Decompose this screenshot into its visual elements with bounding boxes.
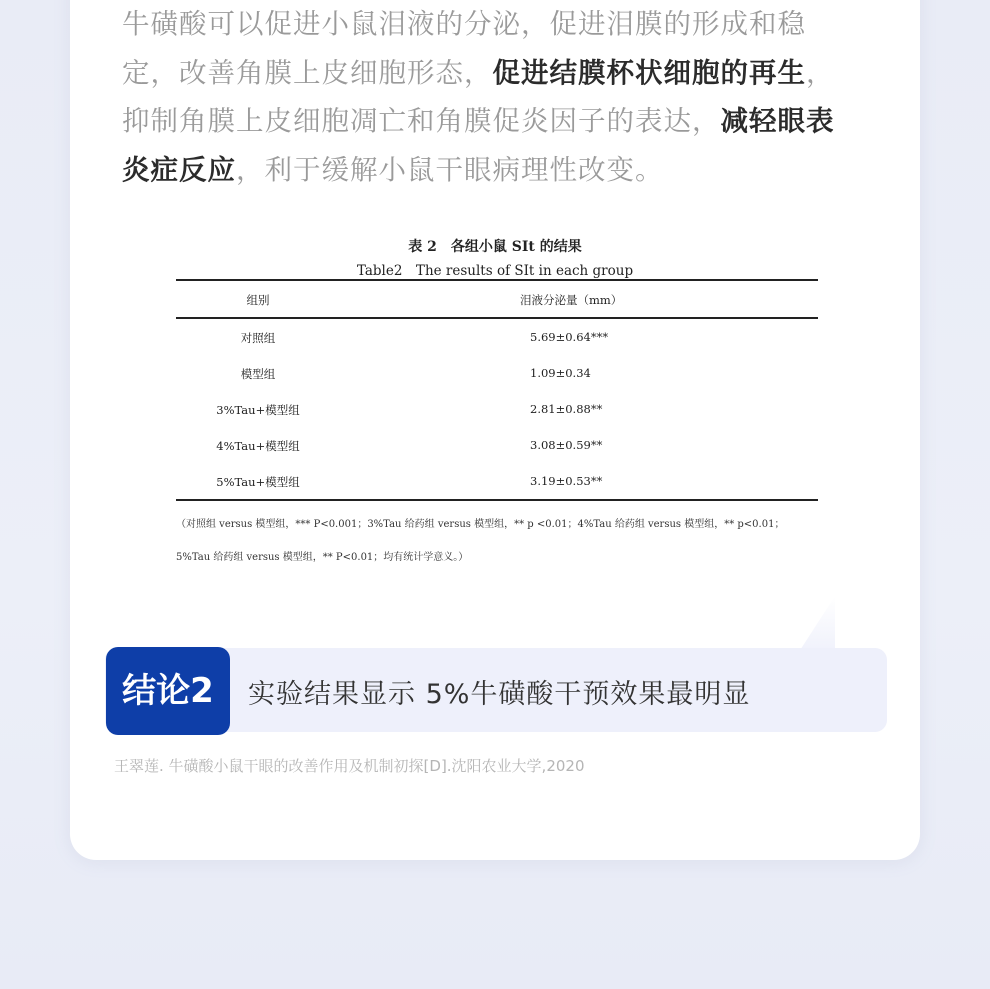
table-top-rule (176, 279, 818, 281)
table-title-en: Table2 The results of SIt in each group (356, 263, 634, 279)
table-header-group: 组别 (246, 293, 270, 307)
table-row-group: 4%Tau+模型组 (216, 439, 300, 453)
table-row-value: 5.69±0.64*** (530, 330, 609, 344)
table-row-group: 对照组 (240, 331, 276, 345)
paragraph-bold-2: 减轻眼表炎症反应 (122, 105, 835, 186)
conclusion-text: 实验结果显示 5%牛磺酸干预效果最明显 (248, 679, 751, 710)
table-bottom-rule (176, 499, 818, 501)
table-row-value: 3.08±0.59** (530, 438, 603, 452)
table-title-cn: 表 2 各组小鼠 SIt 的结果 (408, 239, 582, 255)
body-paragraph (122, 0, 862, 194)
paragraph-text-1: 牛磺酸可以促进小鼠泪液的分泌，促进泪膜的形成和稳定，改善角膜上皮细胞形态， (122, 8, 806, 89)
table-row-value: 1.09±0.34 (530, 366, 591, 380)
table-row-group: 3%Tau+模型组 (216, 403, 300, 417)
conclusion-badge: 结论2 (106, 647, 230, 735)
table-row-value: 3.19±0.53** (530, 474, 603, 488)
table-row-value: 2.81±0.88** (530, 402, 603, 416)
table-note-line-1: （对照组 versus 模型组，*** P<0.001；3%Tau 给药组 versus 模型组，** p <0.01；4%Tau 给药组 versus 模型组，** p<0.01； (176, 519, 785, 530)
paragraph-bold-1: 促进结膜杯状细胞的再生 (492, 56, 806, 89)
reference-citation: 王翠莲. 牛磺酸小鼠干眼的改善作用及机制初探[D].沈阳农业大学,2020 (114, 757, 585, 775)
paragraph-text-2: ，抑制角膜上皮细胞凋亡和角膜促炎因子的表达， (122, 56, 835, 137)
table-note-line-2: 5%Tau 给药组 versus 模型组，** P<0.01；均有统计学意义。） (176, 552, 469, 563)
table-header-rule (176, 317, 818, 319)
table-header-value: 泪液分泌量（mm） (520, 293, 623, 307)
paragraph-text-3: ，利于缓解小鼠干眼病理性改变。 (236, 153, 664, 186)
table-row-group: 模型组 (240, 367, 276, 381)
table-row-group: 5%Tau+模型组 (216, 475, 300, 489)
